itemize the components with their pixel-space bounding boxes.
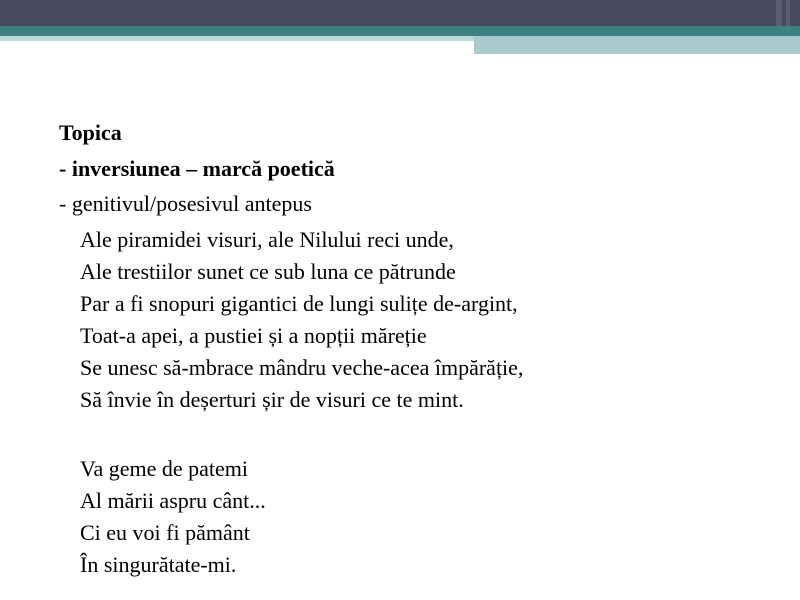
verse-line: Al mării aspru cânt... [80,488,266,513]
verse-line: Ci eu voi fi pământ [80,520,250,545]
verse-line: Să învie în deșerturi șir de visuri ce te mint. [80,387,464,412]
verse-line: Va geme de patemi [80,456,248,481]
slide-heading: Topica [59,120,122,145]
verse-line: Ale piramidei visuri, ale Nilului reci unde, [80,227,454,252]
verse-line: Se unesc să-mbrace mândru veche-acea împărăție, [80,355,524,380]
verse-line: Toat-a apei, a pustiei și a nopții măreție [80,323,427,348]
bullet-inversion: - inversiunea – marcă poetică [59,156,335,181]
verse-line: Ale trestiilor sunet ce sub luna ce pătrunde [80,259,456,284]
verse-line: Par a fi snopuri gigantici de lungi sulițe de-argint, [80,291,518,316]
bullet-genitive: - genitivul/posesivul antepus [59,191,312,216]
verse-line: În singurătate-mi. [80,552,237,577]
